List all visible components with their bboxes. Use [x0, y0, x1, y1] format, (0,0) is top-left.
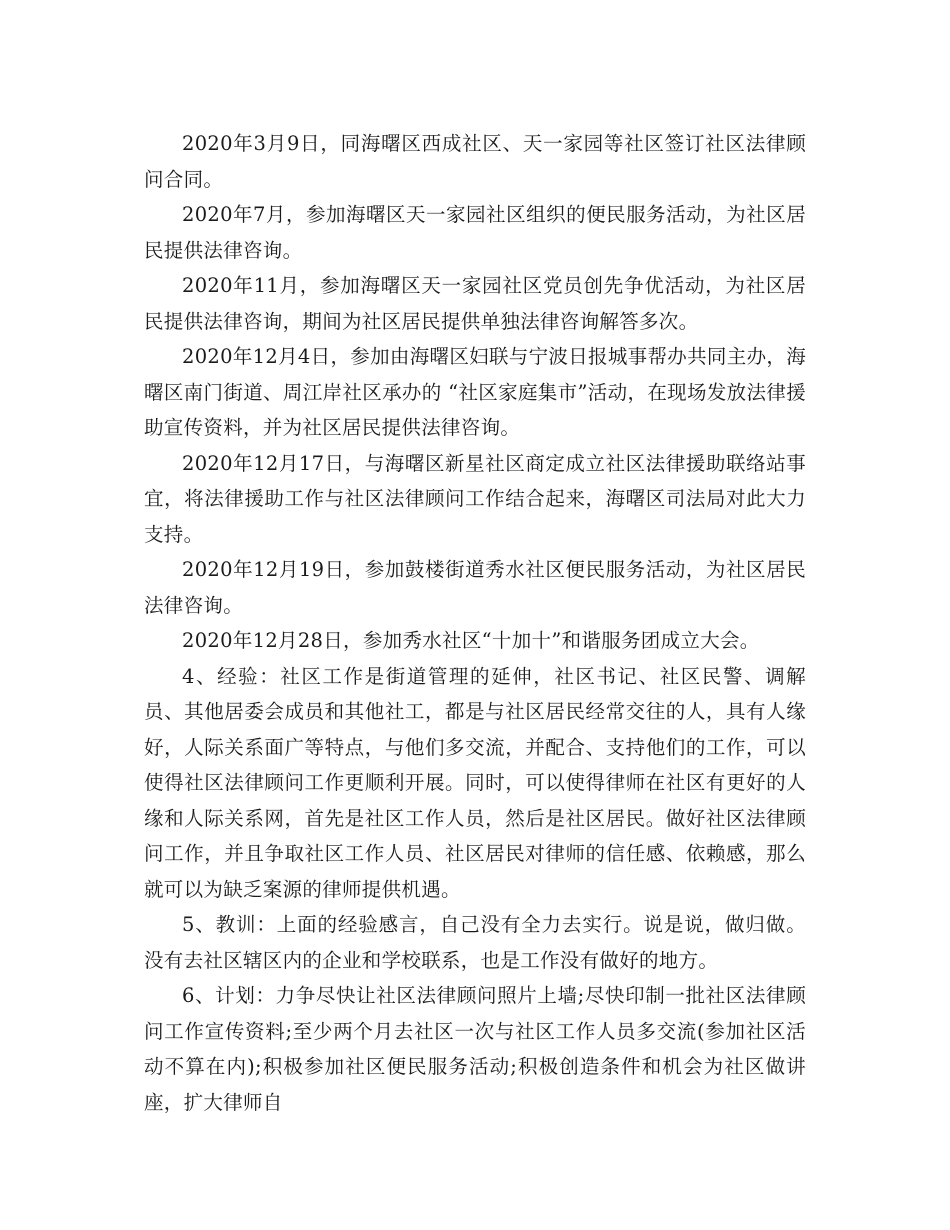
- paragraph-experience: 4、经验：社区工作是街道管理的延伸，社区书记、社区民警、调解员、其他居委会成员和其他社工，都是与社区居民经常交往的人，具有人缘好，人际关系面广等特点，与他们多交流，并配合、支持他们的工作，可以使得社区法律顾问工作更顺利开展。同时，可以使得律师在社区有更好的人缘和人际关系网，首先是社区工作人员，然后是社区居民。做好社区法律顾问工作，并且争取社区工作人员、社区居民对律师的信任感、依赖感，那么就可以为缺乏案源的律师提供机遇。: [144, 664, 806, 901]
- paragraph-legal-aid-station: 2020年12月17日，与海曙区新星社区商定成立社区法律援助联络站事宜，将法律援助工作与社区法律顾问工作结合起来，海曙区司法局对此大力支持。: [144, 451, 806, 546]
- document-body: [144, 126, 806, 1120]
- paragraph-lessons: 5、教训：上面的经验感言，自己没有全力去实行。说是说，做归做。没有去社区辖区内的企业和学校联系，也是工作没有做好的地方。: [144, 913, 806, 972]
- paragraph-november-activity: 2020年11月，参加海曙区天一家园社区党员创先争优活动，为社区居民提供法律咨询，期间为社区居民提供单独法律咨询解答多次。: [144, 274, 806, 333]
- paragraph-family-market: 2020年12月4日，参加由海曙区妇联与宁波日报城事帮办共同主办，海曙区南门街道、周江岸社区承办的 “社区家庭集市”活动，在现场发放法律援助宣传资料，并为社区居民提供法律咨询。: [144, 345, 806, 439]
- paragraph-service-team: 2020年12月28日，参加秀水社区“十加十”和谐服务团成立大会。: [182, 629, 760, 652]
- paragraph-plan: 6、计划：力争尽快让社区法律顾问照片上墙;尽快印制一批社区法律顾问工作宣传资料;至少两个月去社区一次与社区工作人员多交流(参加社区活动不算在内);积极参加社区便民服务活动;积极创造条件和机会为社区做讲座，扩大律师自: [144, 984, 806, 1114]
- paragraph-july-service: 2020年7月，参加海曙区天一家园社区组织的便民服务活动，为社区居民提供法律咨询。: [144, 203, 806, 262]
- paragraph-gulou-service: 2020年12月19日，参加鼓楼街道秀水社区便民服务活动，为社区居民法律咨询。: [144, 558, 806, 617]
- paragraph-contract-signing: 2020年3月9日，同海曙区西成社区、天一家园等社区签订社区法律顾问合同。: [144, 132, 806, 191]
